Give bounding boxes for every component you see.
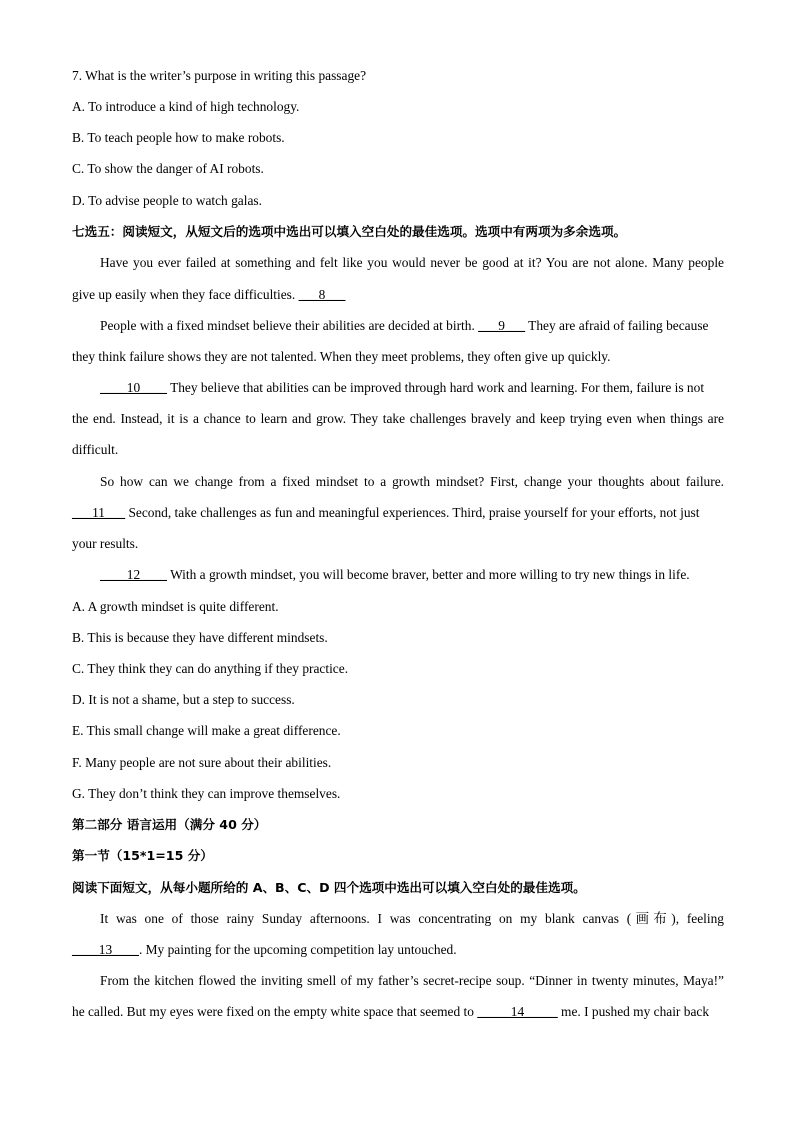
qixuanwu-option-f: F. Many people are not sure about their abilities. (72, 755, 332, 770)
qixuanwu-option-b: B. This is because they have different mindsets. (72, 630, 328, 645)
blank-11[interactable]: ___11___ (72, 505, 126, 520)
q7-option-a: A. To introduce a kind of high technology. (72, 99, 300, 114)
blank-14[interactable]: _____14_____ (477, 1004, 558, 1019)
passage-line: So how can we change from a fixed mindset to a growth mindset? First, change your thoughts about failure. (100, 474, 724, 489)
cloze-line: ____13____. My painting for the upcoming competition lay untouched. (72, 942, 457, 957)
qixuanwu-option-e: E. This small change will make a great difference. (72, 723, 341, 738)
q7-option-c: C. To show the danger of AI robots. (72, 161, 264, 176)
blank-10[interactable]: ____10____ (100, 380, 167, 395)
q7-option-d: D. To advise people to watch galas. (72, 193, 262, 208)
blank-9[interactable]: ___9___ (478, 318, 526, 333)
passage-line: ____10____ They believe that abilities can be improved through hard work and learning. For them, failure is not (100, 380, 705, 395)
cloze-line: It was one of those rainy Sunday afternoons. I was concentrating on my blank canvas (画布), feeling (100, 911, 724, 926)
qixuanwu-option-g: G. They don’t think they can improve themselves. (72, 786, 341, 801)
passage-line: the end. Instead, it is a chance to learn and grow. They take challenges bravely and keep trying even when things are (72, 411, 724, 426)
qixuanwu-heading: 七选五：阅读短文，从短文后的选项中选出可以填入空白处的最佳选项。选项中有两项为多余选项。 (72, 224, 627, 239)
blank-12[interactable]: ____12____ (100, 567, 167, 582)
qixuanwu-option-c: C. They think they can do anything if they practice. (72, 661, 349, 676)
passage-line: People with a fixed mindset believe their abilities are decided at birth. ___9___ They are afraid of failing because (100, 318, 709, 333)
part2-heading: 第二部分 语言运用（满分 40 分） (72, 817, 267, 832)
passage-line: difficult. (72, 442, 119, 457)
part2-instruction: 阅读下面短文，从每小题所给的 A、B、C、D 四个选项中选出可以填入空白处的最佳选项。 (72, 880, 586, 895)
part2-subheading: 第一节（15*1=15 分） (72, 848, 213, 863)
passage-line: ____12____ With a growth mindset, you will become braver, better and more willing to try new things in life. (100, 567, 690, 582)
passage-line: give up easily when they face difficulties. ___8___ (72, 287, 346, 302)
passage-line: Have you ever failed at something and felt like you would never be good at it? You are not alone. Many people (100, 255, 724, 270)
passage-line: they think failure shows they are not talented. When they meet problems, they often give up quickly. (72, 349, 611, 364)
passage-line: your results. (72, 536, 139, 551)
qixuanwu-option-d: D. It is not a shame, but a step to success. (72, 692, 295, 707)
cloze-line: he called. But my eyes were fixed on the empty white space that seemed to _____14_____ me. I pushed my chair back (72, 1004, 710, 1019)
blank-13[interactable]: ____13____ (72, 942, 139, 957)
passage-line: ___11___ Second, take challenges as fun and meaningful experiences. Third, praise yourself for your efforts, not just (72, 505, 700, 520)
q7-option-b: B. To teach people how to make robots. (72, 130, 285, 145)
blank-8[interactable]: ___8___ (298, 287, 346, 302)
qixuanwu-option-a: A. A growth mindset is quite different. (72, 599, 279, 614)
cloze-line: From the kitchen flowed the inviting smell of my father’s secret-recipe soup. “Dinner in twenty minutes, Maya!” (100, 973, 724, 988)
question-7: 7. What is the writer’s purpose in writing this passage? (72, 68, 367, 83)
